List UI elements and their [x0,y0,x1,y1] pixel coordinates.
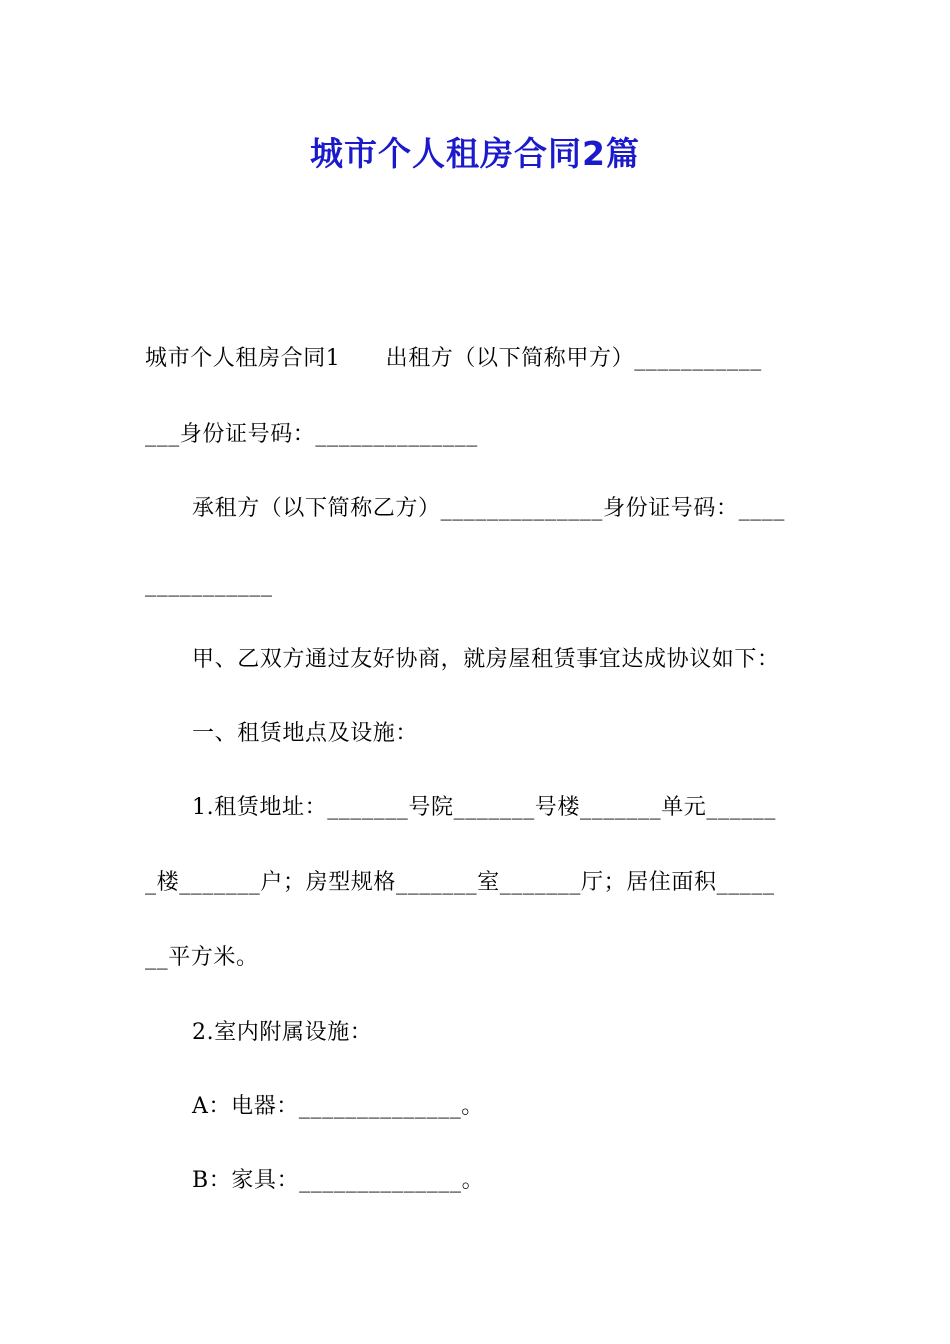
contract-line-lessor: 城市个人租房合同1 出租方（以下简称甲方）___________ [145,346,762,371]
clause-furniture: B：家具：______________。 [192,1168,485,1193]
clause-facilities: 2.室内附属设施： [192,1020,373,1045]
contract-line-lessee: 承租方（以下简称乙方）______________身份证号码：____ [192,496,786,521]
contract-line-lessor-id: ___身份证号码：______________ [145,422,478,447]
clause-address-cont: _楼_______户；房型规格_______室_______厅；居住面积_____ [145,870,775,895]
contract-line-agreement: 甲、乙双方通过友好协商，就房屋租赁事宜达成协议如下： [192,647,780,672]
clause-appliances: A：电器：______________。 [192,1094,484,1119]
clause-area: __平方米。 [145,945,259,970]
clause-address: 1.租赁地址：_______号院_______号楼_______单元______ [192,795,776,820]
document-title: 城市个人租房合同2篇 [310,134,640,173]
contract-line-lessee-id-cont: ___________ [145,572,273,597]
section-heading-location: 一、租赁地点及设施： [192,721,419,746]
